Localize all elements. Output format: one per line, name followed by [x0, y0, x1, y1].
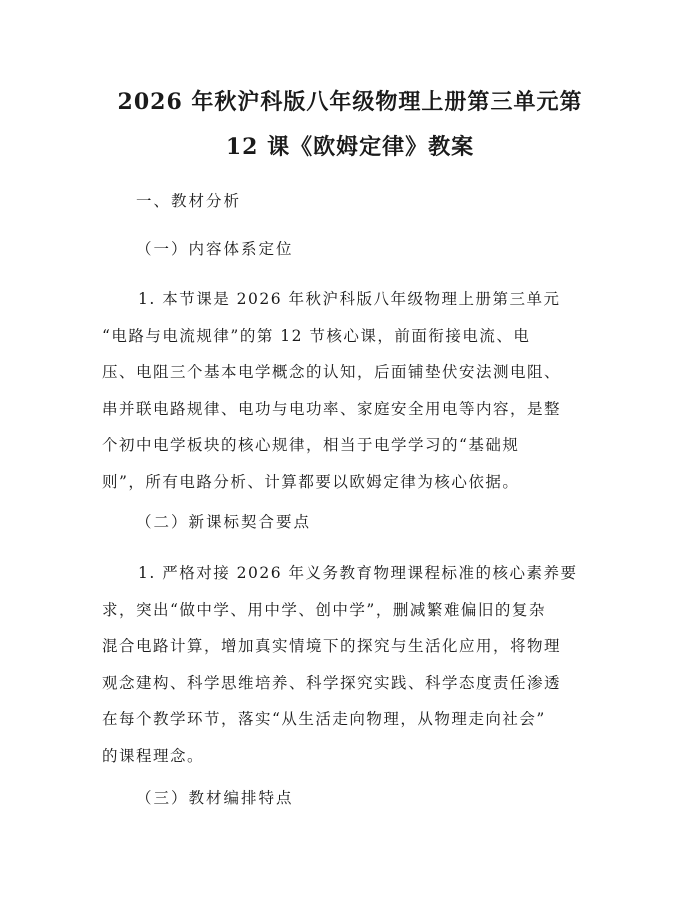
document-title-line-1: 2026 年秋沪科版八年级物理上册第三单元第 — [117, 89, 583, 115]
paragraph-line: 个初中电学板块的核心规律，相当于电学学习的“基础规 — [102, 436, 520, 454]
paragraph-line: 求，突出“做中学、用中学、创中学”，删减繁难偏旧的复杂 — [102, 600, 546, 619]
paragraph-line: 1. 严格对接 2026 年义务教育物理课程标准的核心素养要 — [138, 564, 578, 582]
paragraph-curriculum-standards — [102, 563, 602, 782]
section-heading-teaching-material-analysis: 一、教材分析 — [136, 192, 242, 210]
paragraph-line: 的课程理念。 — [102, 746, 205, 765]
paragraph-line: 混合电路计算，增加真实情境下的探究与生活化应用，将物理 — [102, 637, 562, 655]
paragraph-line: 则”，所有电路分析、计算都要以欧姆定律为核心依据。 — [102, 472, 520, 491]
subsection-heading-textbook-arrangement: （三）教材编排特点 — [136, 789, 294, 807]
paragraph-line: 在每个教学环节，落实“从生活走向物理，从物理走向社会” — [102, 710, 546, 728]
paragraph-line: 压、电阻三个基本电学概念的认知，后面铺垫伏安法测电阻、 — [102, 363, 562, 381]
subsection-heading-content-positioning: （一）内容体系定位 — [136, 240, 294, 258]
document-title-line-2: 12 课《欧姆定律》教案 — [225, 134, 475, 160]
paragraph-line: 观念建构、科学思维培养、科学探究实践、科学态度责任渗透 — [102, 673, 562, 692]
paragraph-line: “电路与电流规律”的第 12 节核心课，前面衔接电流、电 — [102, 326, 531, 345]
paragraph-content-positioning — [102, 289, 602, 508]
paragraph-line: 1. 本节课是 2026 年秋沪科版八年级物理上册第三单元 — [138, 290, 561, 308]
subsection-heading-curriculum-standards: （二）新课标契合要点 — [136, 513, 312, 531]
paragraph-line: 串并联电路规律、电功与电功率、家庭安全用电等内容，是整 — [102, 399, 562, 418]
